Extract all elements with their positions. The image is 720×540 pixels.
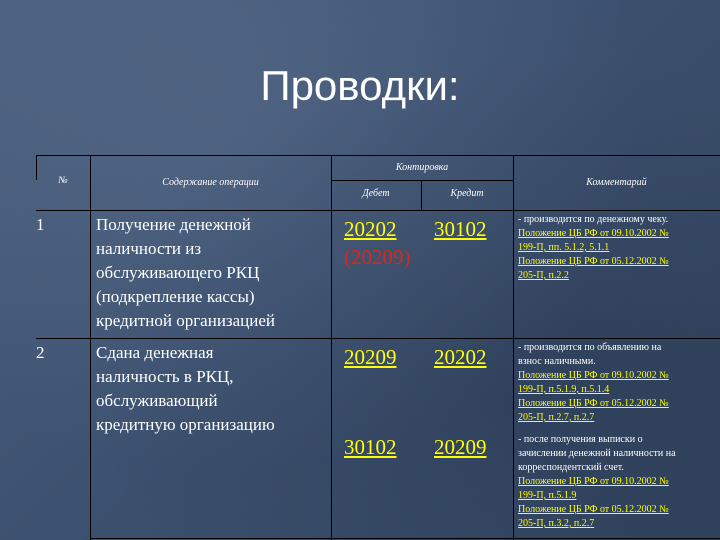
description-line: кредитной организацией — [96, 311, 276, 330]
col-divider — [513, 155, 514, 540]
comment — [518, 213, 718, 283]
row-number: 2 — [36, 343, 45, 362]
regulation-link[interactable]: 205-П, п.2.7, п.2.7 — [518, 412, 595, 423]
header-content: Содержание операции — [162, 177, 259, 188]
description-line: (подкрепление кассы) — [96, 287, 255, 306]
header-kontirovka: Контировка — [395, 162, 449, 173]
header-comment: Комментарий — [586, 177, 647, 188]
description-line: обслуживающий — [96, 391, 218, 410]
row-divider — [36, 155, 720, 156]
header-debit: Дебет — [362, 188, 390, 199]
comment — [518, 341, 718, 425]
debit-account-link[interactable]: 20209 — [344, 345, 397, 369]
operation-description — [96, 213, 328, 333]
header-num: № — [58, 175, 68, 186]
regulation-link[interactable]: Положение ЦБ РФ от 09.10.2002 № — [518, 228, 669, 239]
comment-text: корреспондентский счет. — [518, 462, 624, 473]
regulation-link[interactable]: 199-П, п.5.1.9, п.5.1.4 — [518, 384, 610, 395]
description-line: наличность в РКЦ, — [96, 367, 234, 386]
comment — [518, 433, 718, 531]
regulation-link[interactable]: Положение ЦБ РФ от 09.10.2002 № — [518, 476, 669, 487]
credit-account-link[interactable]: 20209 — [434, 435, 487, 459]
page-title: Проводки: — [260, 62, 460, 109]
credit-account-link[interactable]: 30102 — [434, 217, 487, 241]
comment-text: - производится по денежному чеку. — [518, 214, 669, 225]
debit-account-link[interactable]: 30102 — [344, 435, 397, 459]
regulation-link[interactable]: 205-П, п.3.2, п.2.7 — [518, 518, 595, 529]
regulation-link[interactable]: 199-П, п.5.1.9 — [518, 490, 577, 501]
credit-account-link[interactable]: 20202 — [434, 345, 487, 369]
regulation-link[interactable]: Положение ЦБ РФ от 09.10.2002 № — [518, 370, 669, 381]
description-line: кредитную организацию — [96, 415, 275, 434]
debit-account-alt: (20209) — [344, 245, 411, 269]
col-divider — [90, 155, 91, 540]
description-line: обслуживающего РКЦ — [96, 263, 260, 282]
row-number: 1 — [36, 215, 45, 234]
description-line: наличности из — [96, 239, 202, 258]
comment-text: зачислении денежной наличности на — [518, 448, 676, 459]
regulation-link[interactable]: Положение ЦБ РФ от 05.12.2002 № — [518, 398, 669, 409]
regulation-link[interactable]: 199-П, пп. 5.1.2, 5.1.1 — [518, 242, 610, 253]
row-divider — [331, 180, 513, 181]
comment-text: - после получения выписки о — [518, 434, 643, 445]
row-divider — [36, 210, 720, 211]
postings-table — [36, 155, 720, 540]
col-divider — [331, 155, 332, 540]
header-credit: Кредит — [450, 188, 484, 199]
comment-text: взнос наличными. — [518, 356, 596, 367]
row-divider — [90, 538, 720, 539]
regulation-link[interactable]: Положение ЦБ РФ от 05.12.2002 № — [518, 256, 669, 267]
description-line: Получение денежной — [96, 215, 251, 234]
comment-text: - производится по объявлению на — [518, 342, 662, 353]
row-divider — [36, 338, 720, 339]
description-line: Сдана денежная — [96, 343, 214, 362]
regulation-link[interactable]: Положение ЦБ РФ от 05.12.2002 № — [518, 504, 669, 515]
operation-description — [96, 341, 328, 437]
debit-account-link[interactable]: 20202 — [344, 217, 397, 241]
regulation-link[interactable]: 205-П, п.2.2 — [518, 270, 569, 281]
